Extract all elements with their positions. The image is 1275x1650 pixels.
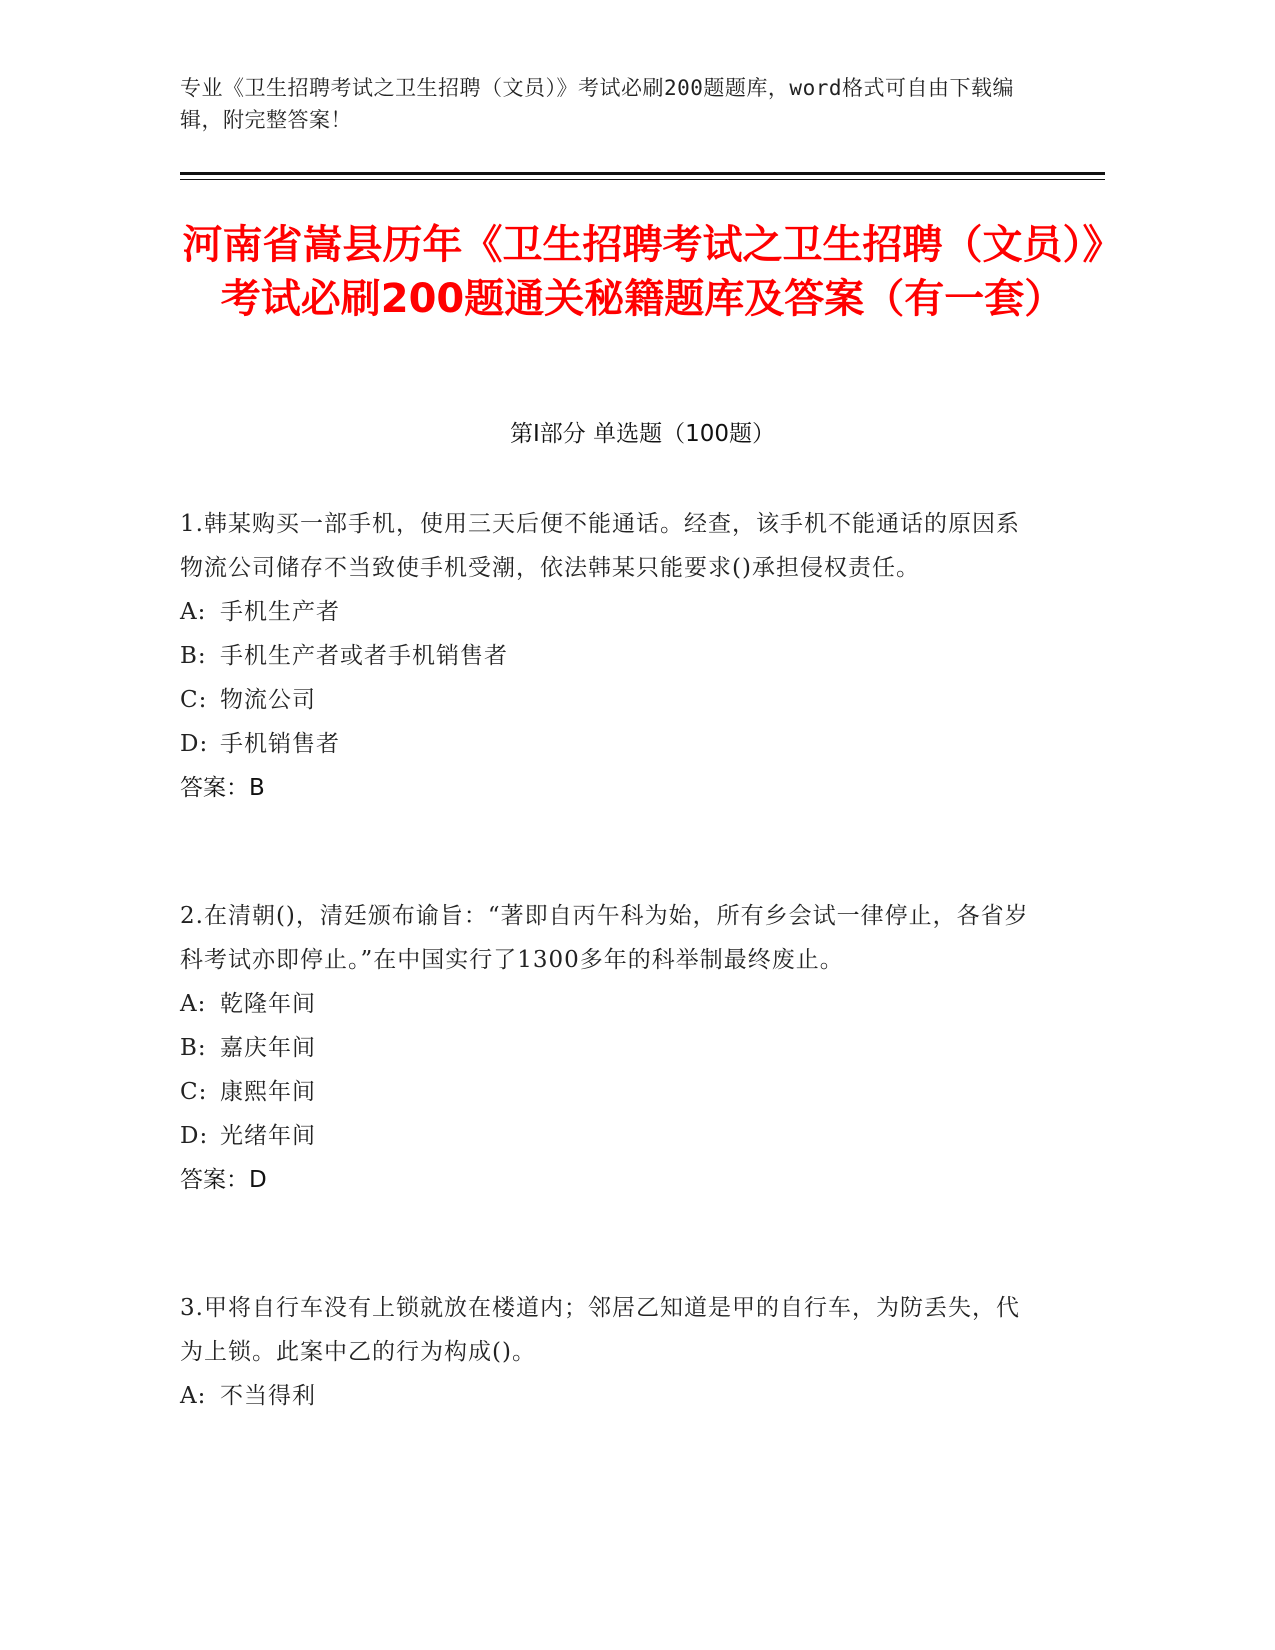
- option-letter: A:: [180, 991, 207, 1017]
- option-b: [180, 1026, 1040, 1070]
- option-text: 嘉庆年间: [220, 1035, 316, 1061]
- option-letter: B:: [180, 643, 207, 669]
- option-text: 乾隆年间: [220, 991, 316, 1017]
- question-text: 2.在清朝()，清廷颁布谕旨：“著即自丙午科为始，所有乡会试一律停止，各省岁科考试亦即停止。”在中国实行了1300多年的科举制最终废止。: [180, 903, 1029, 973]
- option-text: 不当得利: [220, 1383, 316, 1409]
- question-1: [180, 502, 1040, 810]
- option-letter: A:: [180, 599, 207, 625]
- header-rule-thin: [180, 179, 1105, 180]
- option-text: 物流公司: [220, 687, 316, 713]
- option-d: [180, 722, 1040, 766]
- option-letter: B:: [180, 1035, 207, 1061]
- answer-line: 答案：D: [180, 1167, 267, 1193]
- document-title: 河南省嵩县历年《卫生招聘考试之卫生招聘（文员）》考试必刷200题通关秘籍题库及答案（有一套）: [182, 222, 1103, 322]
- option-text: 手机生产者: [220, 599, 340, 625]
- option-text: 康熙年间: [220, 1079, 316, 1105]
- option-text: 光绪年间: [220, 1123, 316, 1149]
- option-letter: C:: [180, 687, 208, 713]
- option-a: [180, 1374, 1040, 1418]
- question-text: 3.甲将自行车没有上锁就放在楼道内；邻居乙知道是甲的自行车，为防丢失，代为上锁。此案中乙的行为构成()。: [180, 1295, 1020, 1365]
- question-2: [180, 894, 1040, 1202]
- option-a: [180, 590, 1040, 634]
- option-c: [180, 678, 1040, 722]
- option-c: [180, 1070, 1040, 1114]
- option-text: 手机生产者或者手机销售者: [220, 643, 508, 669]
- option-d: [180, 1114, 1040, 1158]
- answer-line: 答案：B: [180, 775, 265, 801]
- section-heading: 第Ⅰ部分 单选题（100题）: [510, 421, 775, 447]
- question-3: [180, 1286, 1040, 1418]
- option-letter: A:: [180, 1383, 207, 1409]
- question-text: 1.韩某购买一部手机，使用三天后便不能通话。经查，该手机不能通话的原因系物流公司储存不当致使手机受潮，依法韩某只能要求()承担侵权责任。: [180, 511, 1020, 581]
- option-letter: D:: [180, 1123, 209, 1149]
- header-rule-thick: [180, 172, 1105, 175]
- option-letter: D:: [180, 731, 209, 757]
- option-letter: C:: [180, 1079, 208, 1105]
- option-b: [180, 634, 1040, 678]
- option-a: [180, 982, 1040, 1026]
- option-text: 手机销售者: [220, 731, 340, 757]
- header-note: 专业《卫生招聘考试之卫生招聘（文员）》考试必刷200题题库，word格式可自由下载编辑，附完整答案！: [180, 76, 1014, 132]
